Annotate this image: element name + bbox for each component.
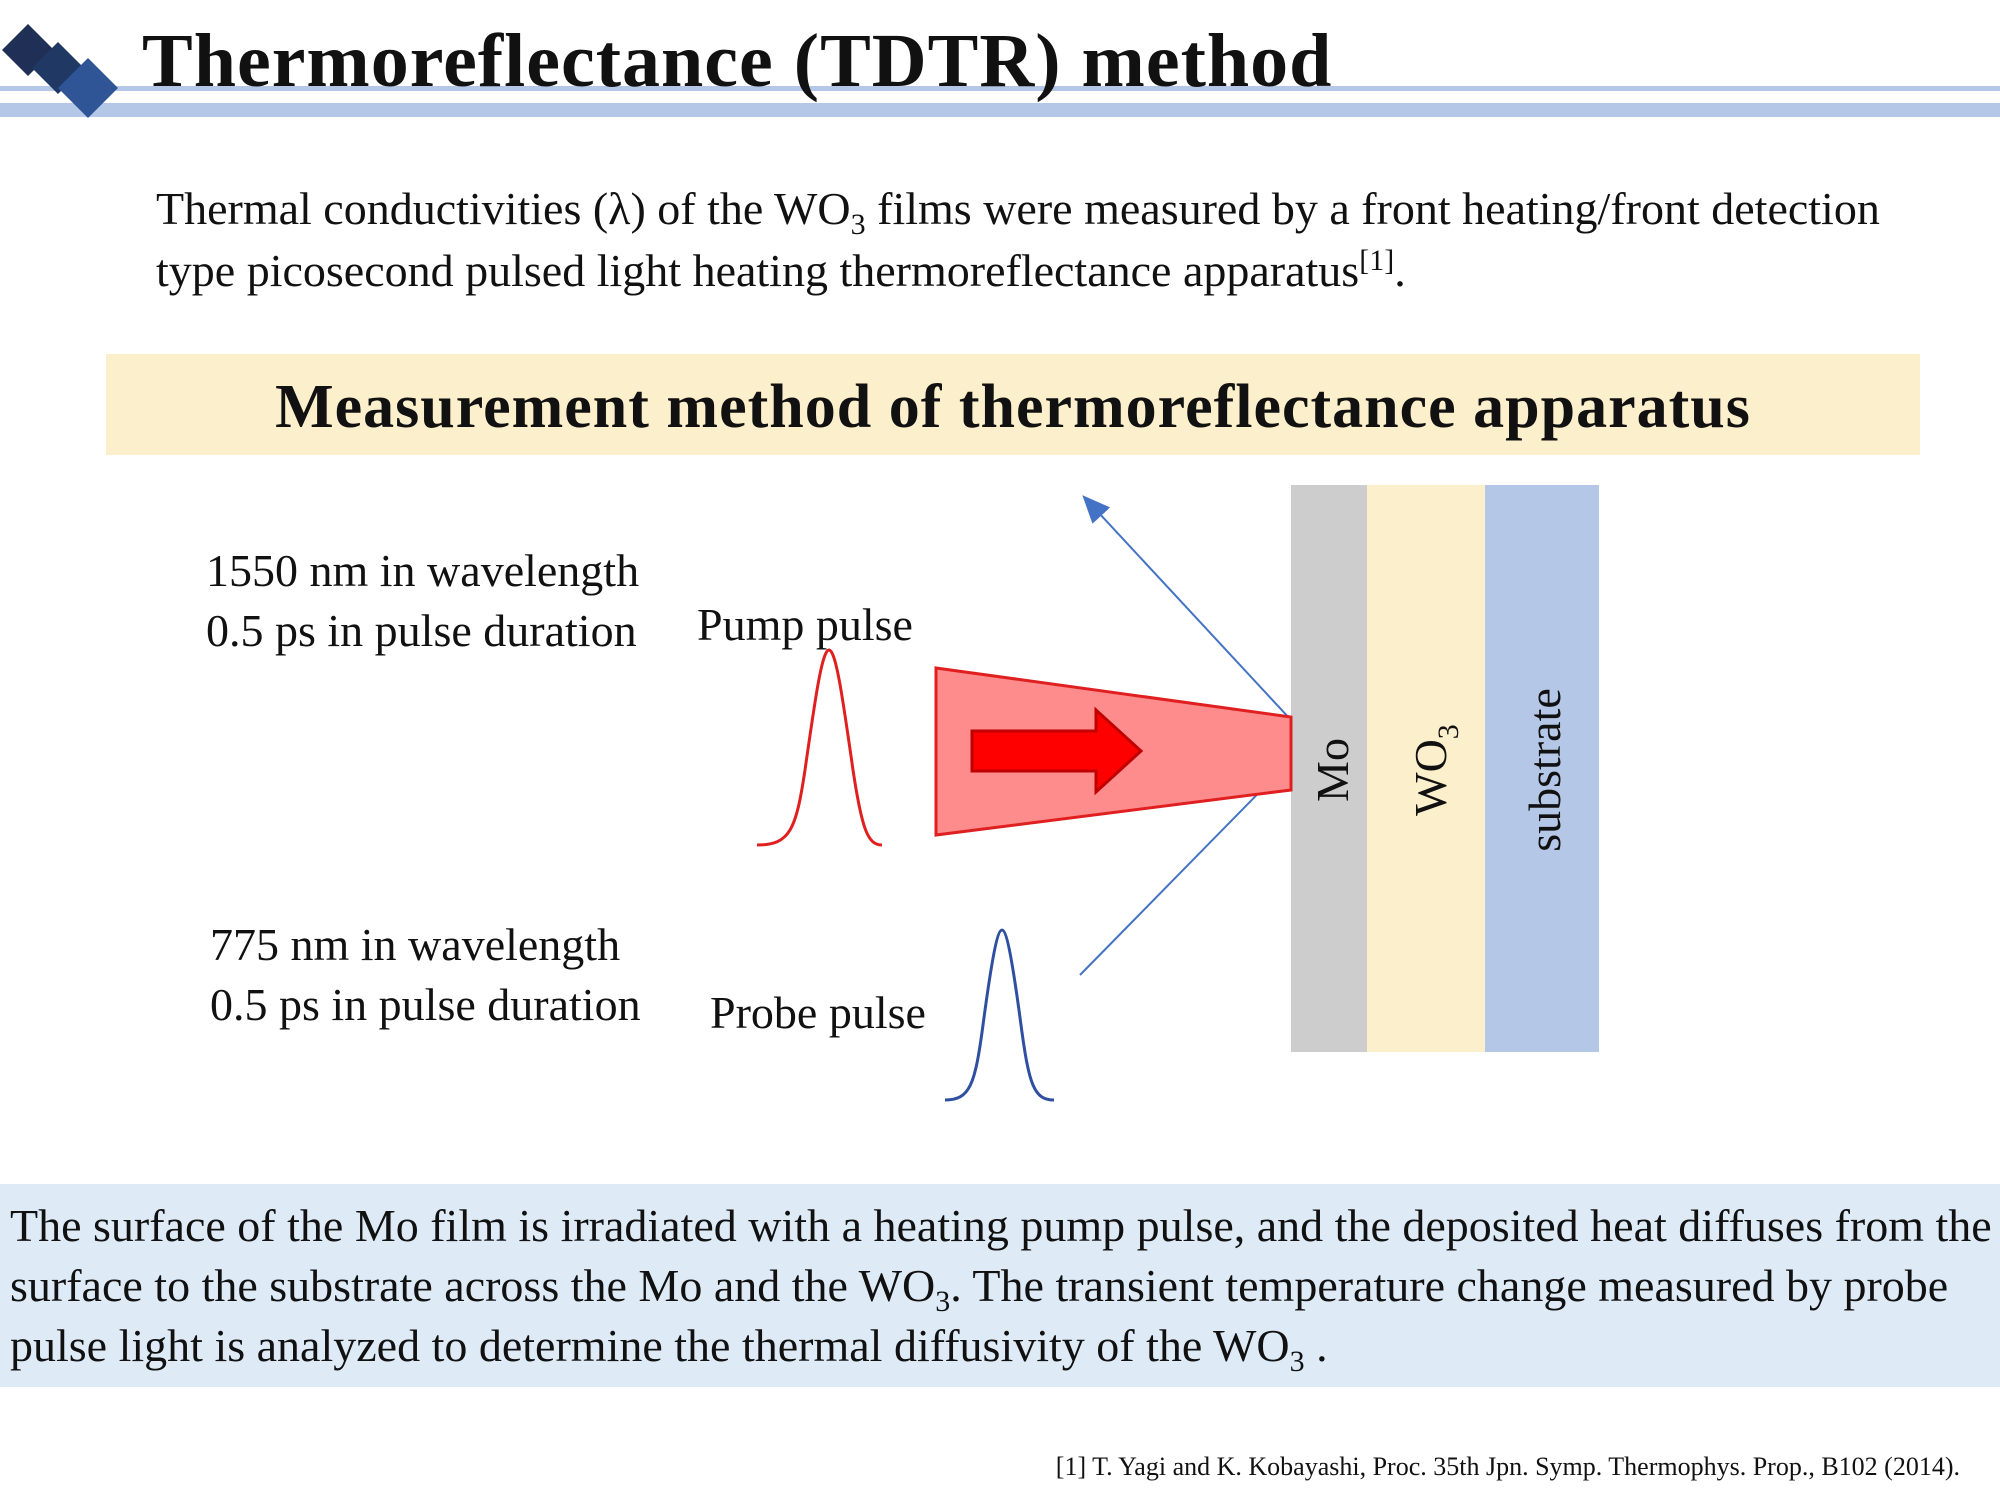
summary-text-2: . The transient temperature change measured by probe pulse light is analyzed to determine the thermal diffusivity of the WO (10, 1260, 1949, 1371)
summary-sub-1: 3 (935, 1285, 951, 1318)
page-title: Thermoreflectance (TDTR) method (142, 19, 1333, 103)
layer-substrate-label: substrate (1519, 688, 1570, 852)
diamond-bullets-icon (0, 20, 130, 120)
layer-mo-label: Mo (1307, 738, 1358, 802)
summary-paragraph (10, 1196, 1995, 1376)
intro-text: Thermal conductivities (λ) of the WO (156, 183, 851, 234)
intro-citation: [1] (1359, 244, 1395, 277)
intro-paragraph (156, 178, 1916, 302)
pump-pulse-shape (757, 650, 882, 845)
summary-text-1: The surface of the Mo film is irradiated with a heating pump pulse, and the deposited heat diffuses from the surface to the substrate across the Mo and the WO (10, 1200, 1992, 1311)
intro-end: . (1394, 245, 1406, 296)
pump-pulse-label: Pump pulse (697, 599, 913, 650)
intro-text-cont: films were measured by a front heating/front detection type picosecond pulsed light heating thermoreflectance apparatus (156, 183, 1880, 296)
tdtr-diagram (0, 470, 2000, 1120)
probe-reflected-beam (1085, 498, 1291, 720)
method-banner (106, 354, 1920, 455)
probe-pulse-label: Probe pulse (710, 987, 926, 1038)
layer-wo3-label: $WO_3$ (1405, 724, 1465, 816)
probe-duration: 0.5 ps in pulse duration (210, 979, 641, 1030)
probe-wavelength: 775 nm in wavelength (210, 919, 621, 970)
method-title: Measurement method of thermoreflectance apparatus (275, 373, 1751, 441)
reference-footnote: [1] T. Yagi and K. Kobayashi, Proc. 35th Jpn. Symp. Thermophys. Prop., B102 (2014). (1055, 1452, 1960, 1481)
summary-end: . (1304, 1320, 1328, 1371)
title-underline-thick (0, 103, 2000, 117)
intro-subscript: 3 (850, 208, 866, 241)
pump-duration: 0.5 ps in pulse duration (206, 605, 637, 656)
pump-wavelength: 1550 nm in wavelength (206, 545, 640, 596)
probe-pulse-shape (945, 930, 1054, 1100)
summary-sub-2: 3 (1289, 1345, 1305, 1378)
